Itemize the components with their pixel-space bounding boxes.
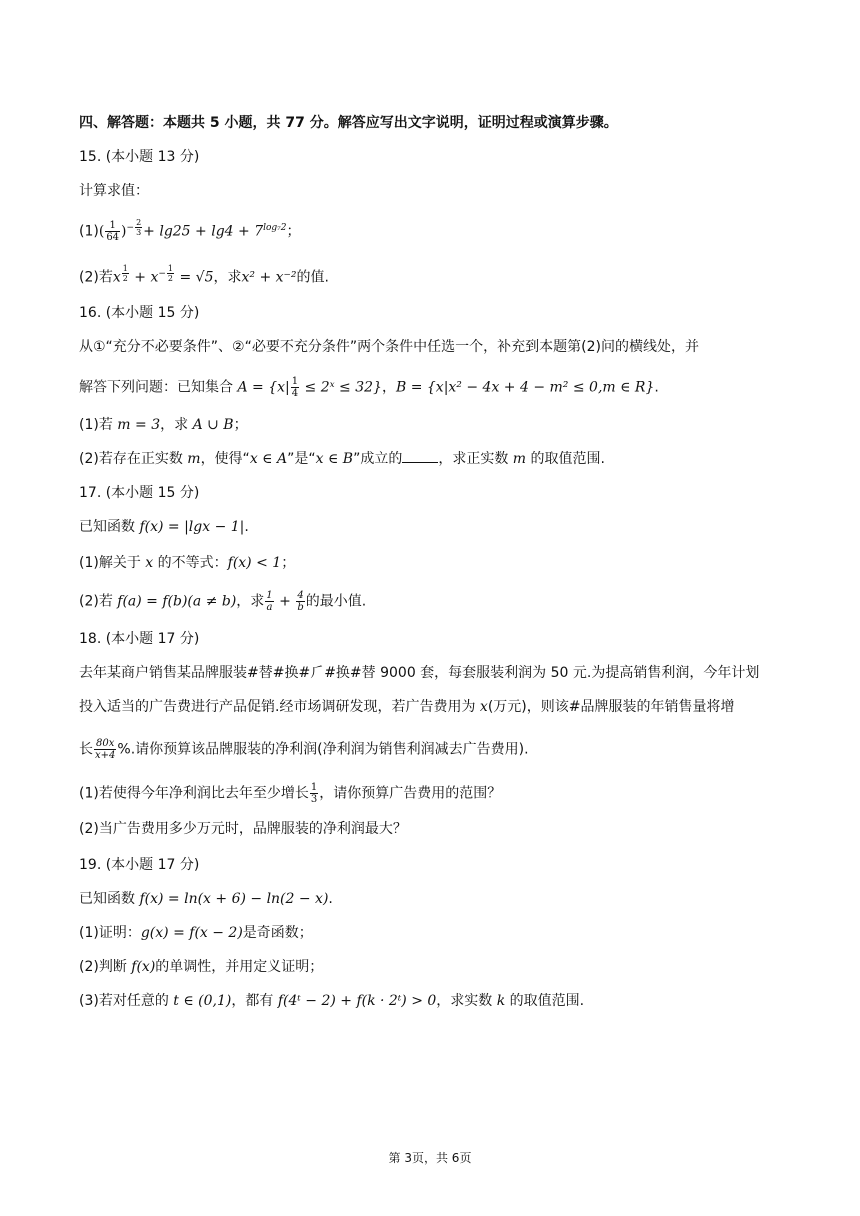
- q15-p1-label: (1): [79, 223, 99, 240]
- q15-header: 15. (本小题 13 分): [79, 149, 200, 165]
- q17-header: 17. (本小题 15 分): [79, 485, 200, 501]
- q16-line1: 从①“充分不必要条件”、②“必要不充分条件”两个条件中任选一个，补充到本题第(2)问的横线处，并: [79, 339, 699, 355]
- q15-part2: (2)若x $^{\frac{1}{2}}$ + $x^{- \frac{1}{2}}$ = √5，求x² + x⁻²的值.: [79, 264, 329, 286]
- q19-part3: (3)若对任意的 t ∈ (0,1)，都有 f(4ᵗ − 2) + f(k · 2ᵗ) > 0，求实数 k 的取值范围.: [79, 993, 585, 1009]
- section-heading: 四、解答题：本题共 5 小题，共 77 分。解答应写出文字说明，证明过程或演算步骤。: [79, 115, 618, 131]
- q18-line3: 长 $\frac{80x}{x+4}$ %.请你预算该品牌服装的净利润(净利润为销售利润减去广告费用).: [79, 738, 529, 761]
- q19-header: 19. (本小题 17 分): [79, 857, 200, 873]
- q19-part1: (1)证明：g(x) = f(x − 2)是奇函数；: [79, 925, 313, 941]
- q15-p1-frac: $\frac{1}{64}$: [106, 220, 120, 244]
- q18-line2: 投入适当的广告费进行产品促销.经市场调研发现，若广告费用为 x(万元)，则该#品牌服装的年销售量将增: [79, 699, 735, 715]
- q18-header: 18. (本小题 17 分): [79, 631, 200, 647]
- q17-part2: (2)若 f(a) = f(b)(a ≠ b)，求 $\frac{1}{a}$ + $\frac{4}{b}$ 的最小值.: [79, 590, 367, 613]
- page-number: 第 3页，共 6页: [388, 1151, 472, 1165]
- answer-blank: [402, 450, 438, 463]
- q18-line1: 去年某商户销售某品牌服装#替#换#⺁#换#替 9000 套，每套服装利润为 50 元.为提高销售利润，今年计划: [79, 665, 760, 681]
- q16-line2: 解答下列问题：已知集合 A = {x| $\frac{1}{4}$ ≤ 2ˣ ≤ 32}，B = {x|x² − 4x + 4 − m² ≤ 0,m ∈ R}.: [79, 376, 659, 399]
- q17-part1: (1)解关于 x 的不等式：f(x) < 1；: [79, 555, 296, 571]
- q19-part2: (2)判断 f(x)的单调性，并用定义证明；: [79, 959, 324, 975]
- q15-intro: 计算求值：: [79, 183, 149, 199]
- q15-p1-expr: + lg25 + lg4 + 7: [143, 223, 264, 240]
- q16-part1: (1)若 m = 3，求 A ∪ B；: [79, 417, 248, 433]
- q19-line1: 已知函数 f(x) = ln(x + 6) − ln(2 − x).: [79, 891, 333, 907]
- q18-part2: (2)当广告费用多少万元时，品牌服装的净利润最大？: [79, 821, 407, 837]
- q16-header: 16. (本小题 15 分): [79, 305, 200, 321]
- q15-part1: (1)( $\frac{1}{64}$ )$^{- \frac{2}{3}}$ + $\lg 25 + \lg 4 + 7^{log_72}$；: [79, 218, 301, 244]
- q17-line1: 已知函数 f(x) = |lgx − 1|.: [79, 519, 249, 535]
- q18-part1: (1)若使得今年净利润比去年至少增长 $\frac{1}{3}$ ，请你预算广告费用的范围？: [79, 782, 502, 805]
- q16-part2: (2)若存在正实数 m，使得“x ∈ A”是“x ∈ B”成立的 ，求正实数 m 的取值范围.: [79, 451, 605, 467]
